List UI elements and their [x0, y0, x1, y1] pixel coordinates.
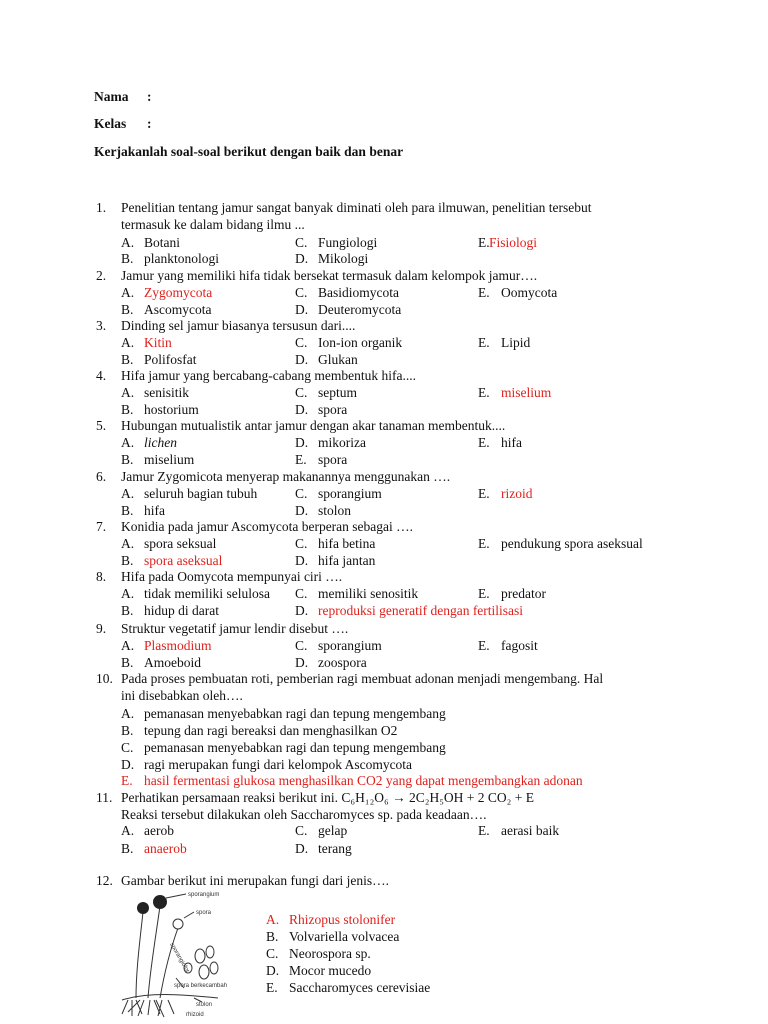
option-b[interactable] — [266, 929, 399, 945]
question-text: Jamur Zygomicota menyerap makanannya menggunakan …. — [121, 469, 451, 484]
option-text: stolon — [318, 503, 352, 518]
option-b[interactable] — [121, 603, 219, 619]
option-letter: C. — [295, 586, 308, 601]
option-letter: B. — [121, 553, 134, 568]
option-text: mikoriza — [318, 435, 366, 450]
rhizopus-illustration — [118, 890, 242, 1018]
label-spora-berkecambah: spora berkecambah — [174, 983, 228, 989]
option-text: pendukung spora aseksual — [501, 536, 643, 551]
option-c[interactable] — [295, 285, 399, 301]
option-text: Ion-ion organik — [318, 335, 403, 350]
option-text: aerasi baik — [501, 823, 560, 838]
option-text-answer: spora aseksual — [144, 553, 223, 568]
option-letter: D. — [295, 553, 309, 568]
option-text: Neorospora sp. — [289, 946, 371, 961]
option-letter: D. — [266, 963, 280, 978]
option-letter: B. — [121, 841, 134, 856]
option-letter: A. — [121, 706, 135, 721]
question-number: 4. — [96, 368, 107, 383]
instruction-heading: Kerjakanlah soal-soal berikut dengan baik dan benar — [94, 144, 404, 159]
option-text: Polifosfat — [144, 352, 197, 367]
nama-label: Nama — [94, 89, 129, 104]
label-rhizoid: rhizoid — [186, 1012, 204, 1018]
option-text-answer: hasil fermentasi glukosa menghasilkan CO2 yang dapat mengembangkan adonan — [144, 773, 583, 788]
option-text: predator — [501, 586, 546, 601]
nama-colon: : — [147, 89, 152, 104]
option-text: spora — [318, 402, 348, 417]
option-text: hifa — [144, 503, 165, 518]
option-c[interactable] — [295, 486, 382, 502]
rhizoid-lines — [122, 1000, 174, 1017]
question-text: Dinding sel jamur biasanya tersusun dari.... — [121, 318, 356, 333]
question-number: 2. — [96, 268, 107, 283]
option-letter: B. — [121, 302, 134, 317]
option-letter: C. — [121, 740, 134, 755]
option-c[interactable] — [266, 946, 371, 962]
label-stolon: stolon — [196, 1002, 213, 1008]
option-b[interactable] — [121, 302, 211, 318]
option-letter: B. — [121, 352, 134, 367]
option-text-answer: Fisiologi — [489, 235, 538, 250]
label-pointer — [184, 912, 194, 918]
option-text: fagosit — [501, 638, 538, 653]
option-text: seluruh bagian tubuh — [144, 486, 258, 501]
option-letter: A. — [121, 285, 135, 300]
option-letter: A. — [121, 385, 135, 400]
option-text-answer: rizoid — [501, 486, 533, 501]
option-a[interactable] — [121, 285, 212, 301]
option-letter: A. — [121, 536, 135, 551]
option-text: aerob — [144, 823, 174, 838]
option-letter: B. — [121, 402, 134, 417]
kelas-label: Kelas — [94, 116, 127, 131]
option-letter: E. — [478, 385, 490, 400]
option-text: tidak memiliki selulosa — [144, 586, 270, 601]
question-text: Perhatikan persamaan reaksi berikut ini. C₆H₁₂O₆ → 2C₂H₅OH + 2 CO₂ + E — [121, 790, 534, 805]
question-number: 5. — [96, 418, 107, 433]
option-letter: E. — [478, 586, 490, 601]
option-letter: D. — [295, 841, 309, 856]
option-letter: E. — [478, 335, 490, 350]
option-d[interactable] — [295, 503, 351, 519]
option-b[interactable] — [121, 841, 187, 857]
option-text: hifa jantan — [318, 553, 376, 568]
option-text-answer: reproduksi generatif dengan fertilisasi — [318, 603, 524, 618]
option-text: planktonologi — [144, 251, 219, 266]
option-text: septum — [318, 385, 357, 400]
option-e[interactable] — [121, 773, 583, 789]
sporangium-head — [137, 902, 149, 914]
question-text: Struktur vegetatif jamur lendir disebut …. — [121, 621, 349, 636]
name-field-label — [94, 89, 152, 105]
option-text: Botani — [144, 235, 180, 250]
option-d[interactable] — [121, 757, 412, 773]
question-text: Konidia pada jamur Ascomycota berperan sebagai …. — [121, 519, 414, 534]
sporangium-head-open — [173, 919, 183, 929]
option-e[interactable] — [478, 235, 537, 251]
option-d[interactable] — [295, 553, 375, 569]
option-text: gelap — [318, 823, 348, 838]
option-a[interactable] — [121, 586, 270, 602]
option-letter: B. — [266, 929, 279, 944]
sporangium-head — [153, 895, 167, 909]
option-letter: E. — [295, 452, 307, 467]
option-text-answer: Rhizopus stolonifer — [289, 912, 396, 927]
option-letter: A. — [121, 435, 135, 450]
option-text-answer: Kitin — [144, 335, 172, 350]
option-b[interactable] — [121, 452, 194, 468]
option-e[interactable] — [478, 285, 557, 301]
option-letter: A. — [121, 335, 135, 350]
option-letter: E. — [478, 536, 490, 551]
option-letter: C. — [295, 638, 308, 653]
option-text: Lipid — [501, 335, 531, 350]
option-letter: B. — [121, 251, 134, 266]
option-letter: B. — [121, 503, 134, 518]
option-letter: E. — [266, 980, 278, 995]
option-text: spora seksual — [144, 536, 217, 551]
option-b[interactable] — [121, 723, 397, 739]
option-letter: C. — [266, 946, 279, 961]
spore — [210, 962, 218, 974]
option-letter: D. — [295, 435, 309, 450]
option-letter: C. — [295, 536, 308, 551]
option-a[interactable] — [121, 235, 180, 251]
option-text: sporangium — [318, 486, 382, 501]
option-text: hifa betina — [318, 536, 376, 551]
option-text: memiliki senositik — [318, 586, 419, 601]
option-d[interactable] — [295, 435, 366, 451]
option-c[interactable] — [295, 235, 377, 251]
option-c[interactable] — [121, 740, 446, 756]
option-letter: D. — [295, 503, 309, 518]
option-letter: E. — [121, 773, 133, 788]
question-text: Gambar berikut ini merupakan fungi dari jenis…. — [121, 873, 390, 888]
label-spora: spora — [196, 910, 212, 916]
option-e[interactable] — [266, 980, 430, 996]
question-number: 12. — [96, 873, 113, 888]
option-b[interactable] — [121, 553, 222, 569]
option-letter: C. — [295, 235, 308, 250]
option-d[interactable] — [295, 655, 367, 671]
option-e[interactable] — [478, 586, 546, 602]
option-d[interactable] — [266, 963, 371, 979]
option-b[interactable] — [121, 402, 199, 418]
class-field-label — [94, 116, 152, 132]
option-a[interactable] — [121, 335, 172, 351]
option-d[interactable] — [295, 251, 368, 267]
option-e[interactable] — [478, 335, 530, 351]
option-text: senisitik — [144, 385, 190, 400]
option-letter: D. — [295, 603, 309, 618]
option-text: Fungiologi — [318, 235, 378, 250]
option-letter: A. — [121, 486, 135, 501]
option-letter: D. — [295, 352, 309, 367]
question-text: Hifa pada Oomycota mempunyai ciri …. — [121, 569, 343, 584]
option-c[interactable] — [295, 536, 375, 552]
option-letter: A. — [121, 235, 135, 250]
option-text: hifa — [501, 435, 522, 450]
label-sporangiofor: sporangiofor — [168, 942, 191, 974]
option-text: Saccharomyces cerevisiae — [289, 980, 431, 995]
question-text: Reaksi tersebut dilakukan oleh Saccharomyces sp. pada keadaan…. — [121, 807, 487, 822]
option-d[interactable] — [295, 402, 347, 418]
option-letter: E. — [478, 285, 490, 300]
question-text: Hubungan mutualistik antar jamur dengan akar tanaman membentuk.... — [121, 418, 506, 433]
option-e[interactable] — [478, 638, 538, 654]
option-text: Amoeboid — [144, 655, 201, 670]
question-text: termasuk ke dalam bidang ilmu ... — [121, 217, 305, 232]
option-letter: E. — [478, 638, 490, 653]
option-letter: B. — [121, 603, 134, 618]
sporangiophore-stalk — [148, 906, 160, 998]
option-a[interactable] — [121, 486, 257, 502]
question-number: 11. — [96, 790, 113, 805]
question-number: 10. — [96, 671, 113, 686]
option-b[interactable] — [121, 251, 219, 267]
option-text: hidup di darat — [144, 603, 219, 618]
option-letter: E. — [478, 823, 490, 838]
option-text: Ascomycota — [144, 302, 212, 317]
option-c[interactable] — [295, 638, 382, 654]
option-d[interactable] — [295, 352, 358, 368]
option-e[interactable] — [478, 486, 533, 502]
spore — [206, 946, 214, 958]
option-a[interactable] — [121, 385, 189, 401]
question-text: ini disebabkan oleh…. — [121, 688, 243, 703]
option-text: sporangium — [318, 638, 382, 653]
option-letter: C. — [295, 385, 308, 400]
question-text: Penelitian tentang jamur sangat banyak diminati oleh para ilmuwan, penelitian tersebut — [121, 200, 592, 215]
option-c[interactable] — [295, 823, 347, 839]
option-c[interactable] — [295, 335, 402, 351]
question-number: 8. — [96, 569, 107, 584]
option-text: Mocor mucedo — [289, 963, 372, 978]
label-pointer — [166, 894, 186, 898]
option-e[interactable] — [478, 536, 643, 552]
option-text: Mikologi — [318, 251, 369, 266]
option-text: pemanasan menyebabkan ragi dan tepung mengembang — [144, 706, 446, 721]
question-number: 1. — [96, 200, 107, 215]
option-a[interactable] — [121, 706, 446, 722]
option-text: tepung dan ragi bereaksi dan menghasilkan O2 — [144, 723, 398, 738]
option-b[interactable] — [121, 503, 165, 519]
sporangiophore-stalk — [136, 912, 143, 998]
option-c[interactable] — [295, 586, 418, 602]
option-a[interactable] — [266, 912, 395, 928]
option-text: Volvariella volvacea — [289, 929, 400, 944]
question-text: Hifa jamur yang bercabang-cabang membentuk hifa.... — [121, 368, 417, 383]
option-text: lichen — [144, 435, 177, 450]
option-letter: A. — [121, 823, 135, 838]
option-letter: A. — [121, 586, 135, 601]
option-letter: C. — [295, 823, 308, 838]
option-text-answer: Zygomycota — [144, 285, 213, 300]
option-a[interactable] — [121, 435, 177, 451]
question-number: 7. — [96, 519, 107, 534]
option-letter: E. — [478, 235, 490, 250]
option-a[interactable] — [121, 823, 174, 839]
option-letter: B. — [121, 723, 134, 738]
option-a[interactable] — [121, 638, 212, 654]
option-b[interactable] — [121, 655, 201, 671]
option-b[interactable] — [121, 352, 197, 368]
option-e[interactable] — [295, 452, 347, 468]
option-text-answer: miselium — [501, 385, 552, 400]
option-letter: C. — [295, 285, 308, 300]
spore — [195, 949, 205, 963]
option-c[interactable] — [295, 385, 357, 401]
spore — [199, 965, 209, 979]
option-letter: D. — [295, 655, 309, 670]
option-e-2[interactable] — [478, 435, 522, 451]
option-text: ragi merupakan fungi dari kelompok Ascomycota — [144, 757, 413, 772]
option-text: Deuteromycota — [318, 302, 402, 317]
label-sporangium: sporangium — [188, 892, 220, 898]
option-e[interactable] — [478, 385, 551, 401]
option-e[interactable] — [478, 823, 559, 839]
option-text: Glukan — [318, 352, 358, 367]
option-letter: D. — [295, 302, 309, 317]
option-text-answer: Plasmodium — [144, 638, 212, 653]
option-text-answer: anaerob — [144, 841, 187, 856]
option-letter: C. — [295, 486, 308, 501]
option-letter: B. — [121, 452, 134, 467]
option-text: Oomycota — [501, 285, 558, 300]
option-letter: E. — [478, 435, 490, 450]
option-text: pemanasan menyebabkan ragi dan tepung mengembang — [144, 740, 446, 755]
option-letter: D. — [295, 402, 309, 417]
option-letter: A. — [266, 912, 280, 927]
option-text: miselium — [144, 452, 195, 467]
option-text: terang — [318, 841, 352, 856]
option-letter: C. — [295, 335, 308, 350]
question-text: Jamur yang memiliki hifa tidak bersekat termasuk dalam kelompok jamur…. — [121, 268, 538, 283]
option-text: spora — [318, 452, 348, 467]
option-a[interactable] — [121, 536, 216, 552]
option-letter: B. — [121, 655, 134, 670]
option-text: zoospora — [318, 655, 367, 670]
option-d[interactable] — [295, 603, 523, 619]
question-number: 9. — [96, 621, 107, 636]
question-text: Pada proses pembuatan roti, pemberian ragi membuat adonan menjadi mengembang. Hal — [121, 671, 604, 686]
question-number: 6. — [96, 469, 107, 484]
option-letter: A. — [121, 638, 135, 653]
kelas-colon: : — [147, 116, 152, 131]
option-letter: D. — [295, 251, 309, 266]
option-d[interactable] — [295, 302, 401, 318]
option-text: hostorium — [144, 402, 199, 417]
option-d[interactable] — [295, 841, 352, 857]
option-letter: D. — [121, 757, 135, 772]
option-text: Basidiomycota — [318, 285, 399, 300]
question-number: 3. — [96, 318, 107, 333]
option-letter: E. — [478, 486, 490, 501]
